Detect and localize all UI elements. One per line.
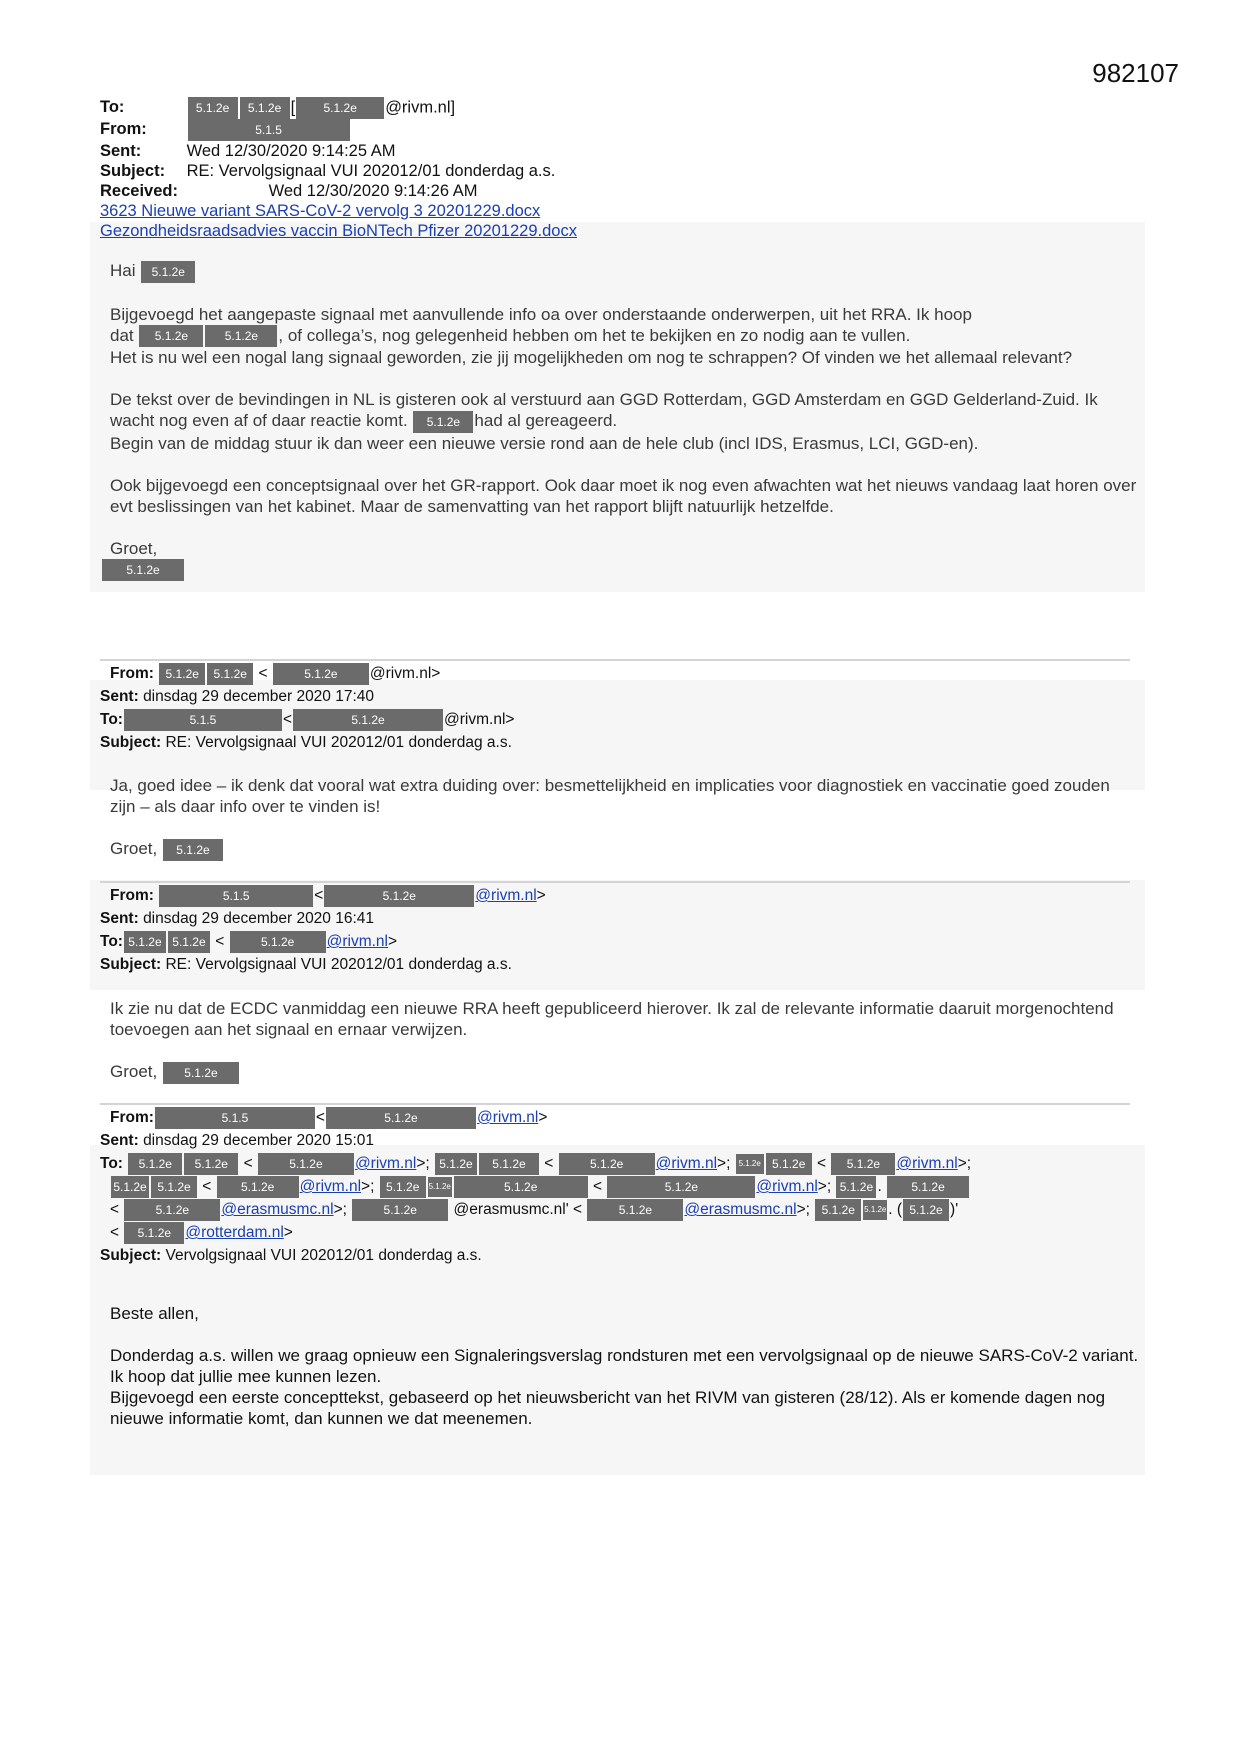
redaction: 5.1.2e [139, 325, 203, 347]
redaction: 5.1.2e [352, 1199, 448, 1221]
separator [100, 1103, 1130, 1105]
redaction: 5.1.2e [454, 1176, 588, 1198]
message-4-body: Beste allen, Donderdag a.s. willen we graag opnieuw een Signaleringsverslag rondsturen met een vervolgsignaal op de nieuwe SARS-CoV-2 variant. Ik hoop dat jullie mee kunnen lezen. Bijgevoegd een eerste concepttekst, gebaseerd op het nieuwsbericht van het RIVM van gisteren (28/12). Als er komende dagen nog nieuwe informatie komt, dan kunnen we dat meenemen. [110, 1304, 1139, 1428]
redaction: 5.1.2e [240, 97, 290, 119]
attachment-link-2[interactable]: Gezondheidsraadsadvies vaccin BioNTech Pfizer 20201229.docx [100, 222, 577, 240]
message-4-header: From: 5.1.5 < 5.1.2e @rivm.nl> Sent: dinsdag 29 december 2020 15:01 To: 5.1.2e 5.1.2e < 5.1.2e @rivm.nl>; 5.1.2e 5.1.2e < 5.1.2e @rivm.nl>; 5.1.2e 5.1.2e < 5.1.2e @rivm.nl>; 5.1.2e 5.1.2e < 5.1.2e @rivm.nl>; 5.1.2e 5.1.2e 5.1.2e < 5.1.2e @rivm.nl>; 5.1.2e . 5.1.2e < 5.1.2e @erasmusmc.nl>; 5.1.2e @erasmusmc.nl' < 5.1.2e @erasmusmc.nl>; 5.1.2e 5.1.2e . ( 5.1.2e )' < 5.1.2e @rotterdam.nl> Subject: Vervolgsignaal VUI 202012/01 donderdag a.s. [100, 1106, 1140, 1267]
redaction: 5.1.2e [435, 1153, 477, 1175]
separator [100, 881, 1130, 883]
redaction: 5.1.2e [559, 1153, 655, 1175]
message-3-header: From: 5.1.5 < 5.1.2e @rivm.nl> Sent: dinsdag 29 december 2020 16:41 To: 5.1.2e 5.1.2e < 5.1.2e @rivm.nl> Subject: RE: Vervolgsignaal VUI 202012/01 donderdag a.s. [100, 884, 546, 976]
redaction: 5.1.2e [258, 1153, 354, 1175]
redaction: 5.1.5 [159, 885, 313, 907]
redaction: 5.1.2e [159, 663, 205, 685]
redaction: 5.1.2e [607, 1176, 755, 1198]
redaction: 5.1.2e [903, 1199, 949, 1221]
redaction: 5.1.2e [831, 1153, 895, 1175]
redaction: 5.1.2e [124, 1222, 184, 1244]
redaction: 5.1.2e [380, 1176, 426, 1198]
redaction: 5.1.2e [836, 1176, 876, 1198]
message-1-body: Hai 5.1.2e Bijgevoegd het aangepaste signaal met aanvullende info oa over onderstaande onderwerpen, uit het RRA. Ik hoop dat 5.1.2e 5.1.2e , of collega’s, nog gelegenheid hebben om het te bekijken en zo nodig aan te vullen. Het is nu wel een nogal lang signaal geworden, zie jij mogelijkheden om nog te schrappen? Of vinden we het allemaal relevant? De tekst over de bevindingen in NL is gisteren ook al verstuurd aan GGD Rotterdam, GGD Amsterdam en GGD Gelderland-Zuid. Ik wacht nog even af of daar reactie komt. 5.1.2e had al gereageerd. Begin van de middag stuur ik dan weer een nieuwe versie rond aan de hele club (incl IDS, Erasmus, LCI, GGD-en). Ook bijgevoegd een conceptsignaal over het GR-rapport. Ook daar moet ik nog even afwachten wat het nieuws vandaag laat horen over evt beslissingen van het kabinet. Maar de samenvatting van het rapport blijft natuurlijk hetzelfde. Groet, 5.1.2e [110, 260, 1140, 581]
redaction: 5.1.2e [324, 885, 474, 907]
redaction: 5.1.2e [428, 1177, 452, 1197]
redaction: 5.1.2e [184, 1153, 238, 1175]
redaction: 5.1.2e [128, 1153, 182, 1175]
redaction: 5.1.2e [587, 1199, 683, 1221]
redaction: 5.1.2e [151, 1176, 197, 1198]
redaction: 5.1.2e [479, 1153, 539, 1175]
redaction: 5.1.2e [273, 663, 369, 685]
redaction: 5.1.2e [188, 97, 238, 119]
message-2-body: Ja, goed idee – ik denk dat vooral wat extra duiding over: besmettelijkheid en implicaties voor diagnostiek en vaccinatie goed zouden zijn – als daar info over te vinden is! Groet, 5.1.2e [110, 775, 1140, 861]
subject-line: Subject: RE: Vervolgsignaal VUI 202012/01 donderdag a.s. [100, 162, 556, 180]
message-2-header: From: 5.1.2e 5.1.2e < 5.1.2e @rivm.nl> Sent: dinsdag 29 december 2020 17:40 To: 5.1.5 < 5.1.2e @rivm.nl> Subject: RE: Vervolgsignaal VUI 202012/01 donderdag a.s. [100, 662, 514, 754]
redaction: 5.1.2e [205, 325, 277, 347]
redaction: 5.1.2e [124, 1199, 220, 1221]
from-line: From: 5.1.5 [100, 119, 577, 141]
sent-line: Sent: Wed 12/30/2020 9:14:25 AM [100, 142, 396, 160]
redaction: 5.1.2e [230, 931, 326, 953]
redaction: 5.1.2e [863, 1200, 887, 1220]
redaction: 5.1.2e [111, 1176, 149, 1198]
redaction: 5.1.2e [163, 1062, 239, 1084]
redaction: 5.1.2e [296, 97, 384, 119]
redaction: 5.1.2e [163, 839, 223, 861]
document-number: 982107 [1092, 58, 1179, 88]
received-line: Received: Wed 12/30/2020 9:14:26 AM [100, 182, 478, 200]
to-line: To: 5.1.2e 5.1.2e [ 5.1.2e @rivm.nl] [100, 97, 577, 119]
redaction: 5.1.2e [141, 261, 195, 283]
redaction: 5.1.5 [124, 709, 282, 731]
redaction: 5.1.2e [326, 1107, 476, 1129]
redaction: 5.1.2e [413, 411, 473, 433]
redaction: 5.1.2e [102, 559, 184, 581]
redaction: 5.1.2e [293, 709, 443, 731]
redaction: 5.1.2e [736, 1154, 764, 1174]
redaction: 5.1.5 [155, 1107, 315, 1129]
separator [100, 659, 1130, 661]
redaction: 5.1.2e [207, 663, 253, 685]
attachment-link-1[interactable]: 3623 Nieuwe variant SARS-CoV-2 vervolg 3 20201229.docx [100, 202, 541, 220]
redaction: 5.1.2e [887, 1176, 969, 1198]
top-email-header [100, 97, 577, 241]
redaction: 5.1.2e [217, 1176, 299, 1198]
redaction: 5.1.2e [168, 931, 210, 953]
redaction: 5.1.2e [766, 1153, 812, 1175]
redaction: 5.1.5 [188, 119, 350, 141]
redaction: 5.1.2e [124, 931, 166, 953]
redaction: 5.1.2e [815, 1199, 861, 1221]
message-3-body: Ik zie nu dat de ECDC vanmiddag een nieuwe RRA heeft gepubliceerd hierover. Ik zal de relevante informatie daaruit morgenochtend toevoegen aan het signaal en ernaar verwijzen. Groet, 5.1.2e [110, 998, 1140, 1084]
